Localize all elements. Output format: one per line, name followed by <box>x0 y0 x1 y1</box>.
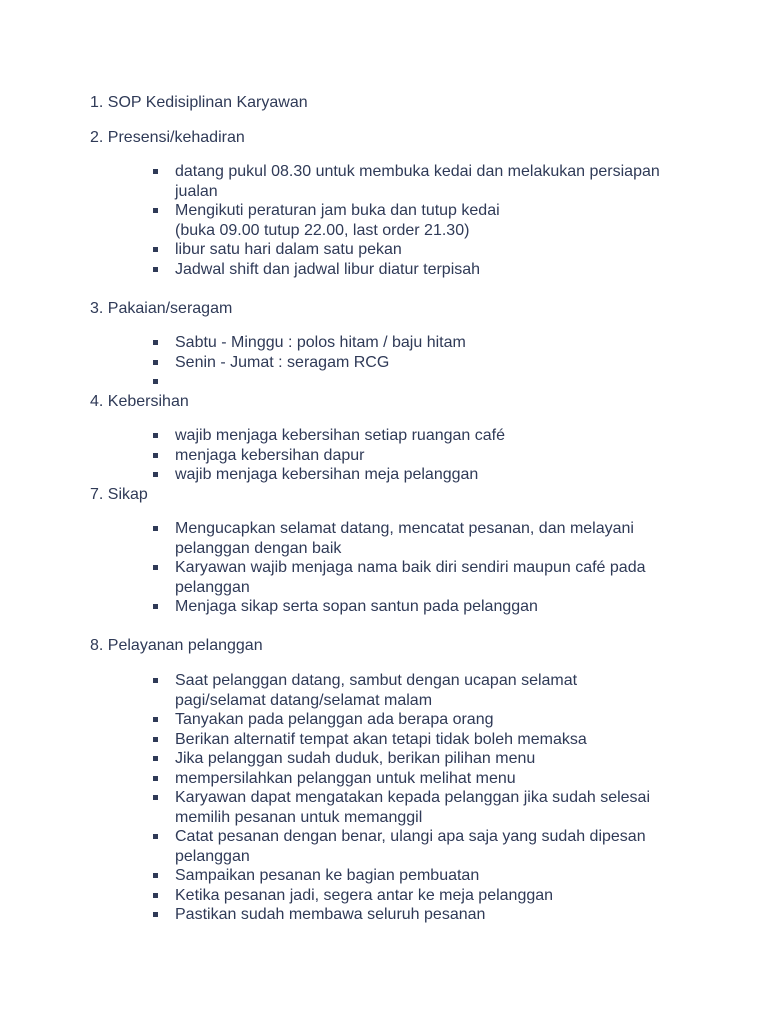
list-item-text: memilih pesanan untuk memanggil <box>175 808 423 826</box>
section-heading: 2. Presensi/kehadiran <box>90 129 245 146</box>
section-heading: 1. SOP Kedisiplinan Karyawan <box>90 94 308 111</box>
list-item-text <box>175 372 695 392</box>
list-item-text: Catat pesanan dengan benar, ulangi apa saja yang sudah dipesan <box>175 828 646 845</box>
list-item <box>175 886 695 906</box>
list-item <box>175 240 695 260</box>
list-item-text: pelanggan <box>175 578 250 596</box>
list-item-text: Mengikuti peraturan jam buka dan tutup kedai <box>175 202 500 219</box>
list-item-text: Saat pelanggan datang, sambut dengan ucapan selamat <box>175 672 578 689</box>
list-item-text: Jika pelanggan sudah duduk, berikan pilihan menu <box>175 750 536 767</box>
list-item-text: Mengucapkan selamat datang, mencatat pesanan, dan melayani <box>175 520 634 537</box>
list-item <box>175 372 695 392</box>
bullet-list <box>175 671 695 925</box>
list-item-text: (buka 09.00 tutup 22.00, last order 21.30) <box>175 221 470 239</box>
bullet-list <box>175 333 695 392</box>
list-item <box>175 827 695 866</box>
list-item-text: Karyawan dapat mengatakan kepada pelanggan jika sudah selesai <box>175 789 651 806</box>
list-item-text: Pastikan sudah membawa seluruh pesanan <box>175 906 486 923</box>
list-item-text: menjaga kebersihan dapur <box>175 446 365 464</box>
list-item-text: Sabtu - Minggu : polos hitam / baju hitam <box>175 334 466 351</box>
list-item <box>175 162 695 201</box>
list-item <box>175 710 695 730</box>
list-item <box>175 788 695 827</box>
list-item-text: Menjaga sikap serta sopan santun pada pelanggan <box>175 598 538 615</box>
list-item-text: Sampaikan pesanan ke bagian pembuatan <box>175 867 480 884</box>
list-item <box>175 671 695 710</box>
list-item-text: wajib menjaga kebersihan meja pelanggan <box>175 466 479 483</box>
list-item <box>175 749 695 769</box>
list-item-text: Senin - Jumat : seragam RCG <box>175 353 390 371</box>
list-item-text: mempersilahkan pelanggan untuk melihat menu <box>175 769 516 787</box>
list-item <box>175 519 695 558</box>
list-item <box>175 426 695 446</box>
list-item-text: pagi/selamat datang/selamat malam <box>175 691 433 709</box>
list-item <box>175 260 695 280</box>
list-item-text: pelanggan dengan baik <box>175 539 342 557</box>
section-heading: 7. Sikap <box>90 486 148 503</box>
list-item <box>175 730 695 750</box>
bullet-list <box>175 519 695 617</box>
list-item-text: pelanggan <box>175 847 250 865</box>
bullet-list <box>175 426 695 485</box>
list-item-text: libur satu hari dalam satu pekan <box>175 241 402 258</box>
section-heading: 8. Pelayanan pelanggan <box>90 637 263 654</box>
list-item <box>175 333 695 353</box>
list-item-text: Jadwal shift dan jadwal libur diatur terpisah <box>175 260 481 278</box>
list-item <box>175 866 695 886</box>
list-item <box>175 465 695 485</box>
section-heading: 3. Pakaian/seragam <box>90 300 233 317</box>
list-item-text: Karyawan wajib menjaga nama baik diri sendiri maupun café pada <box>175 559 646 576</box>
section-heading: 4. Kebersihan <box>90 393 189 410</box>
list-item <box>175 353 695 373</box>
list-item <box>175 558 695 597</box>
list-item-text: jualan <box>175 182 218 200</box>
list-item <box>175 201 695 240</box>
list-item <box>175 769 695 789</box>
list-item-text: datang pukul 08.30 untuk membuka kedai dan melakukan persiapan <box>175 163 660 180</box>
bullet-list <box>175 162 695 279</box>
list-item-text: Berikan alternatif tempat akan tetapi tidak boleh memaksa <box>175 730 587 748</box>
list-item-text: Tanyakan pada pelanggan ada berapa orang <box>175 711 494 728</box>
list-item <box>175 597 695 617</box>
list-item-text: Ketika pesanan jadi, segera antar ke meja pelanggan <box>175 886 554 904</box>
list-item-text: wajib menjaga kebersihan setiap ruangan café <box>175 427 505 444</box>
list-item <box>175 446 695 466</box>
list-item <box>175 905 695 925</box>
